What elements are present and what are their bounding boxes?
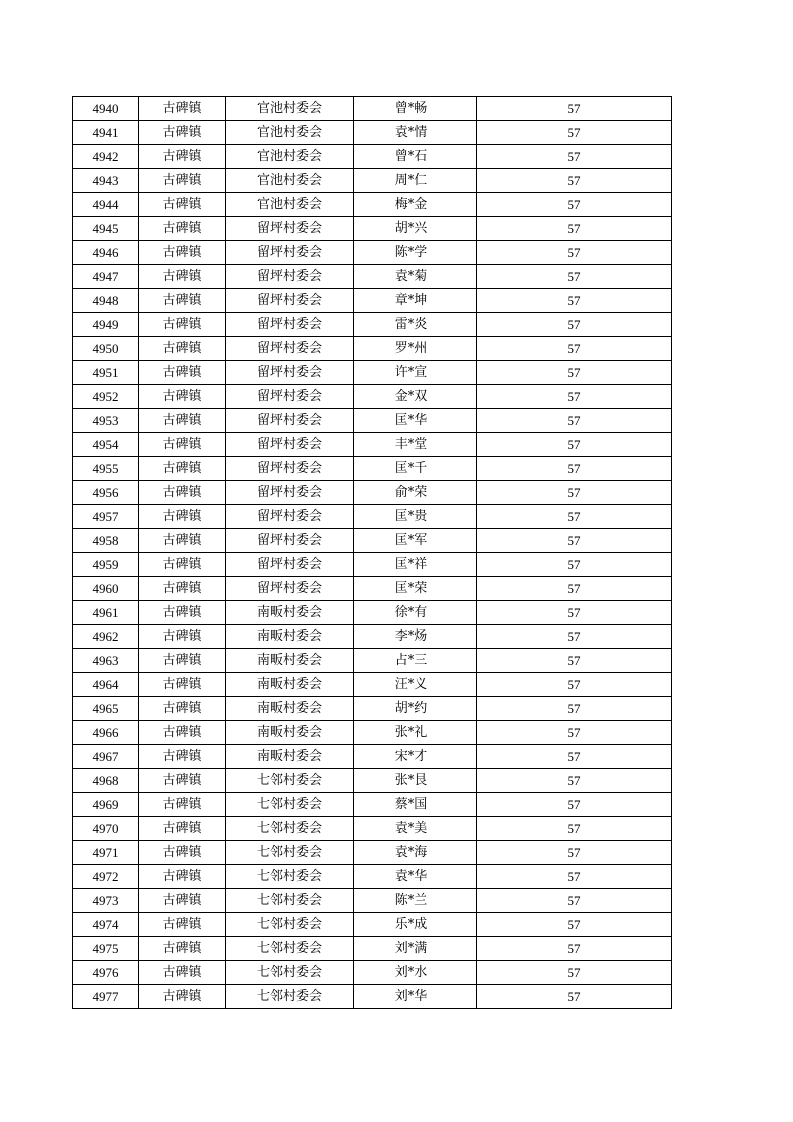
serial-number-cell: 4965: [73, 697, 139, 721]
person-name-cell: 金*双: [354, 385, 477, 409]
score-cell: 57: [477, 721, 672, 745]
serial-number-cell: 4977: [73, 985, 139, 1009]
village-cell: 官池村委会: [226, 97, 354, 121]
town-cell: 古碑镇: [139, 457, 226, 481]
village-cell: 南畈村委会: [226, 673, 354, 697]
serial-number-cell: 4967: [73, 745, 139, 769]
serial-number-cell: 4966: [73, 721, 139, 745]
village-cell: 留坪村委会: [226, 481, 354, 505]
town-cell: 古碑镇: [139, 505, 226, 529]
score-cell: 57: [477, 865, 672, 889]
table-row: [73, 361, 672, 385]
village-cell: 七邻村委会: [226, 793, 354, 817]
table-row: [73, 193, 672, 217]
serial-number-cell: 4955: [73, 457, 139, 481]
score-cell: 57: [477, 601, 672, 625]
serial-number-cell: 4959: [73, 553, 139, 577]
town-cell: 古碑镇: [139, 553, 226, 577]
serial-number-cell: 4963: [73, 649, 139, 673]
town-cell: 古碑镇: [139, 217, 226, 241]
roster-table: [72, 96, 672, 1009]
score-cell: 57: [477, 769, 672, 793]
person-name-cell: 袁*菊: [354, 265, 477, 289]
serial-number-cell: 4973: [73, 889, 139, 913]
table-row: [73, 409, 672, 433]
table-row: [73, 337, 672, 361]
town-cell: 古碑镇: [139, 745, 226, 769]
serial-number-cell: 4945: [73, 217, 139, 241]
serial-number-cell: 4957: [73, 505, 139, 529]
town-cell: 古碑镇: [139, 385, 226, 409]
table-row: [73, 721, 672, 745]
person-name-cell: 许*宣: [354, 361, 477, 385]
table-row: [73, 697, 672, 721]
table-row: [73, 673, 672, 697]
town-cell: 古碑镇: [139, 289, 226, 313]
person-name-cell: 蔡*国: [354, 793, 477, 817]
person-name-cell: 匡*千: [354, 457, 477, 481]
town-cell: 古碑镇: [139, 169, 226, 193]
score-cell: 57: [477, 481, 672, 505]
town-cell: 古碑镇: [139, 337, 226, 361]
table-row: [73, 817, 672, 841]
person-name-cell: 汪*义: [354, 673, 477, 697]
person-name-cell: 丰*堂: [354, 433, 477, 457]
serial-number-cell: 4948: [73, 289, 139, 313]
score-cell: 57: [477, 169, 672, 193]
person-name-cell: 袁*华: [354, 865, 477, 889]
serial-number-cell: 4972: [73, 865, 139, 889]
town-cell: 古碑镇: [139, 817, 226, 841]
town-cell: 古碑镇: [139, 145, 226, 169]
village-cell: 七邻村委会: [226, 889, 354, 913]
serial-number-cell: 4940: [73, 97, 139, 121]
village-cell: 留坪村委会: [226, 457, 354, 481]
table-row: [73, 457, 672, 481]
town-cell: 古碑镇: [139, 193, 226, 217]
village-cell: 留坪村委会: [226, 505, 354, 529]
score-cell: 57: [477, 313, 672, 337]
score-cell: 57: [477, 577, 672, 601]
town-cell: 古碑镇: [139, 265, 226, 289]
score-cell: 57: [477, 121, 672, 145]
table-row: [73, 577, 672, 601]
person-name-cell: 刘*水: [354, 961, 477, 985]
village-cell: 留坪村委会: [226, 361, 354, 385]
score-cell: 57: [477, 433, 672, 457]
town-cell: 古碑镇: [139, 481, 226, 505]
village-cell: 留坪村委会: [226, 337, 354, 361]
village-cell: 七邻村委会: [226, 937, 354, 961]
table-row: [73, 841, 672, 865]
town-cell: 古碑镇: [139, 889, 226, 913]
score-cell: 57: [477, 529, 672, 553]
person-name-cell: 雷*炎: [354, 313, 477, 337]
serial-number-cell: 4976: [73, 961, 139, 985]
score-cell: 57: [477, 241, 672, 265]
town-cell: 古碑镇: [139, 961, 226, 985]
town-cell: 古碑镇: [139, 793, 226, 817]
person-name-cell: 周*仁: [354, 169, 477, 193]
table-row: [73, 553, 672, 577]
table-row: [73, 121, 672, 145]
village-cell: 留坪村委会: [226, 529, 354, 553]
table-row: [73, 961, 672, 985]
table-row: [73, 625, 672, 649]
table-row: [73, 313, 672, 337]
person-name-cell: 刘*满: [354, 937, 477, 961]
table-row: [73, 913, 672, 937]
table-row: [73, 265, 672, 289]
score-cell: 57: [477, 889, 672, 913]
person-name-cell: 徐*有: [354, 601, 477, 625]
person-name-cell: 匡*华: [354, 409, 477, 433]
town-cell: 古碑镇: [139, 529, 226, 553]
village-cell: 官池村委会: [226, 121, 354, 145]
score-cell: 57: [477, 793, 672, 817]
person-name-cell: 曾*畅: [354, 97, 477, 121]
serial-number-cell: 4954: [73, 433, 139, 457]
serial-number-cell: 4958: [73, 529, 139, 553]
score-cell: 57: [477, 697, 672, 721]
serial-number-cell: 4950: [73, 337, 139, 361]
table-row: [73, 217, 672, 241]
serial-number-cell: 4952: [73, 385, 139, 409]
score-cell: 57: [477, 841, 672, 865]
town-cell: 古碑镇: [139, 409, 226, 433]
table-row: [73, 169, 672, 193]
serial-number-cell: 4968: [73, 769, 139, 793]
village-cell: 南畈村委会: [226, 745, 354, 769]
score-cell: 57: [477, 361, 672, 385]
serial-number-cell: 4970: [73, 817, 139, 841]
serial-number-cell: 4941: [73, 121, 139, 145]
serial-number-cell: 4974: [73, 913, 139, 937]
table-row: [73, 481, 672, 505]
village-cell: 南畈村委会: [226, 649, 354, 673]
serial-number-cell: 4944: [73, 193, 139, 217]
village-cell: 官池村委会: [226, 169, 354, 193]
person-name-cell: 匡*军: [354, 529, 477, 553]
table-row: [73, 145, 672, 169]
person-name-cell: 罗*州: [354, 337, 477, 361]
table-row: [73, 649, 672, 673]
person-name-cell: 胡*兴: [354, 217, 477, 241]
serial-number-cell: 4971: [73, 841, 139, 865]
table-row: [73, 937, 672, 961]
town-cell: 古碑镇: [139, 913, 226, 937]
town-cell: 古碑镇: [139, 673, 226, 697]
town-cell: 古碑镇: [139, 121, 226, 145]
village-cell: 留坪村委会: [226, 409, 354, 433]
town-cell: 古碑镇: [139, 697, 226, 721]
serial-number-cell: 4949: [73, 313, 139, 337]
serial-number-cell: 4969: [73, 793, 139, 817]
serial-number-cell: 4943: [73, 169, 139, 193]
score-cell: 57: [477, 937, 672, 961]
town-cell: 古碑镇: [139, 577, 226, 601]
score-cell: 57: [477, 409, 672, 433]
score-cell: 57: [477, 985, 672, 1009]
table-row: [73, 865, 672, 889]
village-cell: 七邻村委会: [226, 865, 354, 889]
town-cell: 古碑镇: [139, 769, 226, 793]
person-name-cell: 曾*石: [354, 145, 477, 169]
serial-number-cell: 4975: [73, 937, 139, 961]
village-cell: 南畈村委会: [226, 601, 354, 625]
serial-number-cell: 4946: [73, 241, 139, 265]
town-cell: 古碑镇: [139, 649, 226, 673]
village-cell: 留坪村委会: [226, 313, 354, 337]
score-cell: 57: [477, 913, 672, 937]
score-cell: 57: [477, 145, 672, 169]
town-cell: 古碑镇: [139, 433, 226, 457]
person-name-cell: 袁*美: [354, 817, 477, 841]
person-name-cell: 梅*金: [354, 193, 477, 217]
village-cell: 留坪村委会: [226, 241, 354, 265]
score-cell: 57: [477, 649, 672, 673]
table-row: [73, 769, 672, 793]
table-row: [73, 529, 672, 553]
town-cell: 古碑镇: [139, 241, 226, 265]
town-cell: 古碑镇: [139, 313, 226, 337]
serial-number-cell: 4960: [73, 577, 139, 601]
score-cell: 57: [477, 217, 672, 241]
serial-number-cell: 4961: [73, 601, 139, 625]
village-cell: 南畈村委会: [226, 625, 354, 649]
village-cell: 七邻村委会: [226, 913, 354, 937]
table-row: [73, 745, 672, 769]
score-cell: 57: [477, 289, 672, 313]
town-cell: 古碑镇: [139, 721, 226, 745]
table-row: [73, 505, 672, 529]
serial-number-cell: 4951: [73, 361, 139, 385]
table-row: [73, 241, 672, 265]
serial-number-cell: 4953: [73, 409, 139, 433]
village-cell: 官池村委会: [226, 193, 354, 217]
town-cell: 古碑镇: [139, 625, 226, 649]
person-name-cell: 袁*海: [354, 841, 477, 865]
score-cell: 57: [477, 457, 672, 481]
person-name-cell: 张*礼: [354, 721, 477, 745]
table-row: [73, 385, 672, 409]
serial-number-cell: 4942: [73, 145, 139, 169]
town-cell: 古碑镇: [139, 937, 226, 961]
serial-number-cell: 4956: [73, 481, 139, 505]
village-cell: 留坪村委会: [226, 217, 354, 241]
village-cell: 南畈村委会: [226, 697, 354, 721]
person-name-cell: 俞*荣: [354, 481, 477, 505]
village-cell: 官池村委会: [226, 145, 354, 169]
table-row: [73, 97, 672, 121]
village-cell: 留坪村委会: [226, 289, 354, 313]
person-name-cell: 占*三: [354, 649, 477, 673]
serial-number-cell: 4964: [73, 673, 139, 697]
village-cell: 七邻村委会: [226, 817, 354, 841]
score-cell: 57: [477, 97, 672, 121]
village-cell: 留坪村委会: [226, 433, 354, 457]
score-cell: 57: [477, 625, 672, 649]
table-row: [73, 289, 672, 313]
table-row: [73, 889, 672, 913]
score-cell: 57: [477, 745, 672, 769]
score-cell: 57: [477, 553, 672, 577]
table-row: [73, 793, 672, 817]
score-cell: 57: [477, 961, 672, 985]
person-name-cell: 乐*成: [354, 913, 477, 937]
town-cell: 古碑镇: [139, 601, 226, 625]
village-cell: 七邻村委会: [226, 769, 354, 793]
village-cell: 留坪村委会: [226, 265, 354, 289]
roster-sheet: [72, 96, 672, 1009]
person-name-cell: 匡*祥: [354, 553, 477, 577]
serial-number-cell: 4947: [73, 265, 139, 289]
town-cell: 古碑镇: [139, 361, 226, 385]
roster-table-body: [73, 97, 672, 1009]
person-name-cell: 陈*兰: [354, 889, 477, 913]
village-cell: 七邻村委会: [226, 841, 354, 865]
village-cell: 七邻村委会: [226, 985, 354, 1009]
town-cell: 古碑镇: [139, 865, 226, 889]
person-name-cell: 袁*情: [354, 121, 477, 145]
person-name-cell: 章*坤: [354, 289, 477, 313]
person-name-cell: 匡*荣: [354, 577, 477, 601]
table-row: [73, 985, 672, 1009]
person-name-cell: 宋*才: [354, 745, 477, 769]
town-cell: 古碑镇: [139, 97, 226, 121]
village-cell: 南畈村委会: [226, 721, 354, 745]
village-cell: 留坪村委会: [226, 577, 354, 601]
person-name-cell: 匡*贵: [354, 505, 477, 529]
person-name-cell: 胡*约: [354, 697, 477, 721]
score-cell: 57: [477, 193, 672, 217]
table-row: [73, 433, 672, 457]
serial-number-cell: 4962: [73, 625, 139, 649]
score-cell: 57: [477, 385, 672, 409]
village-cell: 留坪村委会: [226, 553, 354, 577]
table-row: [73, 601, 672, 625]
score-cell: 57: [477, 673, 672, 697]
person-name-cell: 张*艮: [354, 769, 477, 793]
person-name-cell: 李*炀: [354, 625, 477, 649]
score-cell: 57: [477, 505, 672, 529]
village-cell: 七邻村委会: [226, 961, 354, 985]
score-cell: 57: [477, 817, 672, 841]
person-name-cell: 刘*华: [354, 985, 477, 1009]
score-cell: 57: [477, 337, 672, 361]
town-cell: 古碑镇: [139, 985, 226, 1009]
village-cell: 留坪村委会: [226, 385, 354, 409]
person-name-cell: 陈*学: [354, 241, 477, 265]
score-cell: 57: [477, 265, 672, 289]
town-cell: 古碑镇: [139, 841, 226, 865]
